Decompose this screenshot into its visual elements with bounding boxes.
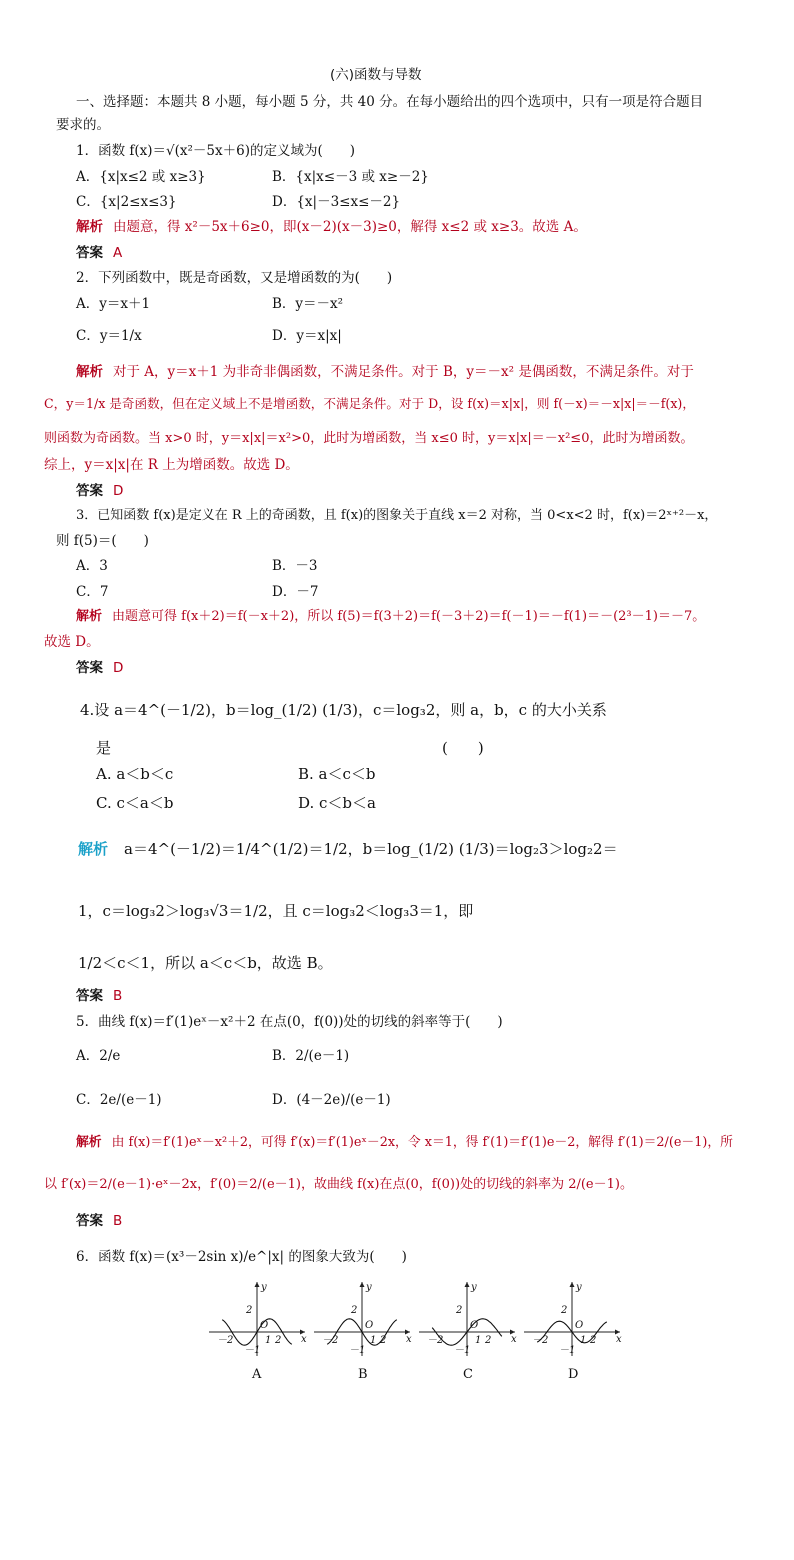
graph-caption-c: C: [463, 1367, 473, 1382]
q3-stem-line1: 3．已知函数 f(x)是定义在 R 上的奇函数，且 f(x)的图象关于直线 x＝2 对称，当 0<x<2 时，f(x)＝2ˣ⁺²－x，: [76, 508, 718, 523]
y-arrow-icon: [570, 1282, 575, 1287]
answer-label: 答案: [76, 1213, 103, 1229]
tick-label-x-neg2: －2: [217, 1335, 234, 1346]
q4-option-b: B. a＜c＜b: [298, 765, 376, 783]
tick-label-x-1: 1: [265, 1335, 272, 1346]
q2-analysis-line3: 则函数为奇函数。当 x>0 时，y＝x|x|＝x²>0，此时为增函数，当 x≤0 时，y＝x|x|＝－x²≤0，此时为增函数。: [44, 431, 694, 446]
q3-stem-line2: 则 f(5)＝( ): [56, 533, 149, 549]
q4-analysis-line2: 1，c＝log₃2＞log₃√3＝1/2，且 c＝log₃2＜log₃3＝1，即: [78, 902, 474, 920]
tick-label-y-2: 2: [246, 1305, 253, 1316]
tick-label-x-neg2: －2: [532, 1335, 549, 1346]
origin-label: O: [260, 1320, 269, 1331]
q3-answer-value: D: [113, 660, 124, 676]
tick-label-x-neg2: －2: [427, 1335, 444, 1346]
q2-option-b: B．y＝－x²: [272, 296, 344, 312]
q5-option-c: C．2e/(e－1): [76, 1092, 162, 1108]
origin-label: O: [470, 1320, 479, 1331]
q3-option-a: A．3: [76, 558, 108, 574]
q6-graph-options: [205, 1280, 625, 1380]
answer-label: 答案: [76, 245, 103, 261]
q3-analysis-text-1: 由题意可得 f(x＋2)＝f(－x＋2)，所以 f(5)＝f(3＋2)＝f(－3＋2)＝f(－1)＝－f(1)＝－(2³－1)＝－7。: [112, 609, 706, 624]
q3-analysis-line1: [76, 607, 705, 627]
q5-option-d: D．(4－2e)/(e－1): [272, 1092, 391, 1108]
q2-analysis-line4: 综上，y＝x|x|在 R 上为增函数。故选 D。: [44, 457, 299, 473]
section-intro-line2: 要求的。: [56, 117, 110, 133]
q2-option-a: A．y＝x＋1: [76, 296, 151, 312]
q4-analysis-text-1: a＝4^(－1/2)＝1/4^(1/2)＝1/2，b＝log_(1/2) (1/3)＝log₂3＞log₂2＝: [124, 840, 618, 858]
graph-caption-b: B: [358, 1367, 368, 1382]
q5-answer: [76, 1211, 122, 1231]
x-axis-label: x: [406, 1334, 412, 1345]
q2-analysis-line1: [76, 362, 694, 382]
tick-label-y-2: 2: [351, 1305, 358, 1316]
page-title: (六)函数与导数: [330, 67, 422, 83]
q1-answer: [76, 243, 122, 263]
q6-stem: 6．函数 f(x)＝(x³－2sin x)/e^|x| 的图象大致为( ): [76, 1249, 407, 1265]
answer-label: 答案: [76, 483, 103, 499]
y-axis-label: y: [366, 1282, 372, 1293]
q5-option-b: B．2/(e－1): [272, 1048, 350, 1064]
q3-option-c: C．7: [76, 584, 109, 600]
q1-stem: 1．函数 f(x)＝√(x²－5x＋6)的定义域为( ): [76, 143, 356, 159]
q4-option-d: D. c＜b＜a: [298, 794, 376, 812]
q2-option-d: D．y＝x|x|: [272, 328, 342, 344]
q4-option-a: A. a＜b＜c: [96, 765, 174, 783]
tick-label-y-neg1: －1: [559, 1345, 576, 1356]
q4-analysis-line3: 1/2＜c＜1，所以 a＜c＜b，故选 B。: [78, 954, 333, 972]
q5-analysis-text-1: 由 f(x)＝f′(1)eˣ－x²＋2，可得 f′(x)＝f′(1)eˣ－2x，令 x＝1，得 f′(1)＝f′(1)e－2，解得 f′(1)＝2/(e－1)，所: [111, 1135, 733, 1150]
q2-analysis-text-1: 对于 A，y＝x＋1 为非奇非偶函数，不满足条件。对于 B，y＝－x² 是偶函数，不满足条件。对于: [113, 364, 694, 380]
tick-label-x-neg2: －2: [322, 1335, 339, 1346]
tick-label-x-1: 1: [580, 1335, 587, 1346]
tick-label-x-2: 2: [590, 1335, 597, 1346]
q4-answer-value: B: [113, 988, 123, 1004]
q2-analysis-line2: C，y＝1/x 是奇函数，但在定义域上不是增函数，不满足条件。对于 D，设 f(x)＝x|x|，则 f(－x)＝－x|x|＝－f(x)，: [44, 396, 695, 411]
q5-analysis-line1: [76, 1133, 733, 1153]
tick-label-y-neg1: －1: [349, 1345, 366, 1356]
q2-stem: 2．下列函数中，既是奇函数，又是增函数的为( ): [76, 270, 393, 286]
x-axis-label: x: [511, 1334, 517, 1345]
y-arrow-icon: [360, 1282, 365, 1287]
q4-answer-paren: ( ): [442, 739, 484, 757]
tick-label-y-2: 2: [561, 1305, 568, 1316]
tick-label-y-neg1: －1: [454, 1345, 471, 1356]
q3-option-b: B．－3: [272, 558, 318, 574]
tick-label-x-2: 2: [380, 1335, 387, 1346]
graph-caption-a: A: [252, 1367, 262, 1382]
analysis-label: 解析: [76, 364, 103, 380]
analysis-label: 解析: [76, 1135, 102, 1150]
answer-label: 答案: [76, 660, 103, 676]
q3-answer: [76, 658, 123, 678]
x-axis-label: x: [616, 1334, 622, 1345]
q2-option-c: C．y＝1/x: [76, 328, 142, 344]
tick-label-x-1: 1: [370, 1335, 377, 1346]
q5-option-a: A．2/e: [76, 1048, 121, 1064]
q2-answer: [76, 481, 123, 501]
tick-label-y-neg1: －1: [244, 1345, 261, 1356]
q3-option-d: D．－7: [272, 584, 319, 600]
y-arrow-icon: [465, 1282, 470, 1287]
analysis-label: 解析: [76, 609, 103, 624]
tick-label-y-2: 2: [456, 1305, 463, 1316]
graph-option-a: [209, 1282, 307, 1356]
q1-option-a: A．{x|x≤2 或 x≥3}: [76, 169, 206, 185]
graph-option-d: [524, 1282, 622, 1356]
q5-answer-value: B: [113, 1213, 123, 1229]
analysis-label: 解析: [76, 219, 103, 235]
q4-analysis-line1: [78, 836, 618, 862]
q4-stem-line2: 是: [96, 739, 112, 757]
tick-label-x-1: 1: [475, 1335, 482, 1346]
q1-option-d: D．{x|－3≤x≤－2}: [272, 194, 401, 210]
y-axis-label: y: [576, 1282, 582, 1293]
x-axis-label: x: [301, 1334, 307, 1345]
q5-stem: 5．曲线 f(x)＝f′(1)eˣ－x²＋2 在点(0，f(0))处的切线的斜率等于( ): [76, 1014, 503, 1030]
q4-stem-line1: 4.设 a＝4^(－1/2)，b＝log_(1/2) (1/3)，c＝log₃2，则 a，b，c 的大小关系: [80, 701, 607, 719]
y-axis-label: y: [471, 1282, 477, 1293]
origin-label: O: [575, 1320, 584, 1331]
analysis-label: 解析: [78, 840, 109, 858]
tick-label-x-2: 2: [275, 1335, 282, 1346]
section-intro-line1: 一、选择题：本题共 8 小题，每小题 5 分，共 40 分。在每小题给出的四个选项中，只有一项是符合题目: [76, 94, 704, 110]
q1-option-c: C．{x|2≤x≤3}: [76, 194, 177, 210]
q1-option-b: B．{x|x≤－3 或 x≥－2}: [272, 169, 429, 185]
q4-option-c: C. c＜a＜b: [96, 794, 174, 812]
q3-analysis-line2: 故选 D。: [44, 634, 100, 650]
graph-option-c: [419, 1282, 517, 1356]
graph-option-b: [314, 1282, 412, 1356]
q1-analysis: [76, 217, 587, 237]
y-axis-label: y: [261, 1282, 267, 1293]
y-arrow-icon: [255, 1282, 260, 1287]
q2-answer-value: D: [113, 483, 124, 499]
q1-answer-value: A: [113, 245, 123, 261]
graph-caption-d: D: [568, 1367, 579, 1382]
answer-label: 答案: [76, 988, 103, 1004]
q5-analysis-line2: 以 f′(x)＝2/(e－1)·eˣ－2x，f′(0)＝2/(e－1)，故曲线 f(x)在点(0，f(0))处的切线的斜率为 2/(e－1)。: [44, 1177, 633, 1192]
tick-label-x-2: 2: [485, 1335, 492, 1346]
origin-label: O: [365, 1320, 374, 1331]
q4-answer: [76, 986, 122, 1006]
q1-analysis-text: 由题意，得 x²－5x＋6≥0，即(x－2)(x－3)≥0，解得 x≤2 或 x≥3。故选 A。: [113, 219, 587, 235]
